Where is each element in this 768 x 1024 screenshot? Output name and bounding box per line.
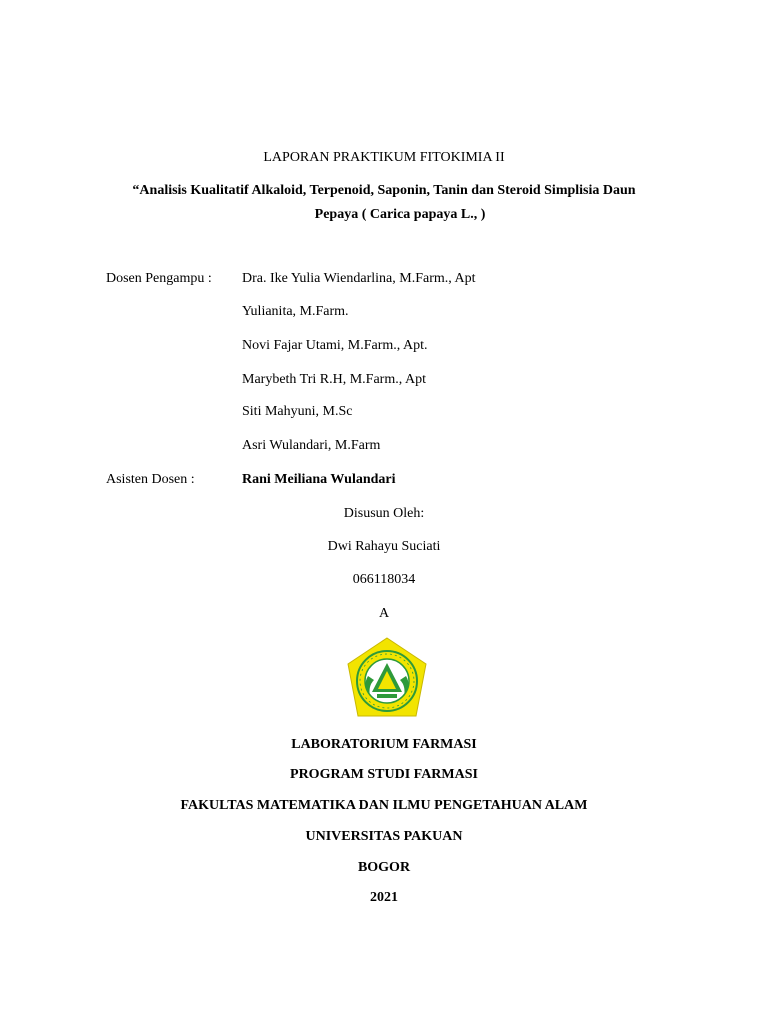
author-class: A <box>378 606 390 621</box>
lecturer-name: Yulianita, M.Farm. <box>242 304 349 319</box>
lecturer-name: Asri Wulandari, M.Farm <box>242 438 381 453</box>
assistant-label: Asisten Dosen : <box>106 472 195 487</box>
report-subtitle-line-2: Pepaya ( Carica papaya L., ) <box>314 207 486 222</box>
author-name: Dwi Rahayu Suciati <box>327 539 441 554</box>
program-name: PROGRAM STUDI FARMASI <box>290 767 478 782</box>
report-year: 2021 <box>370 890 398 905</box>
report-subtitle-line-1: “Analisis Kualitatif Alkaloid, Terpenoid, Saponin, Tanin dan Steroid Simplisia Daun <box>132 183 636 198</box>
university-name: UNIVERSITAS PAKUAN <box>305 829 463 844</box>
lab-name: LABORATORIUM FARMASI <box>291 737 477 752</box>
author-label: Disusun Oleh: <box>343 506 425 521</box>
city-name: BOGOR <box>357 860 411 875</box>
author-npm: 066118034 <box>352 572 416 587</box>
report-title: LAPORAN PRAKTIKUM FITOKIMIA II <box>263 150 505 165</box>
lecturer-name: Marybeth Tri R.H, M.Farm., Apt <box>242 372 426 387</box>
university-seal-icon <box>344 636 430 720</box>
faculty-name: FAKULTAS MATEMATIKA DAN ILMU PENGETAHUAN ALAM <box>180 798 588 813</box>
lecturers-label: Dosen Pengampu : <box>106 271 212 286</box>
assistant-name: Rani Meiliana Wulandari <box>242 472 396 487</box>
lecturer-name: Dra. Ike Yulia Wiendarlina, M.Farm., Apt <box>242 271 476 286</box>
lecturer-name: Novi Fajar Utami, M.Farm., Apt. <box>242 338 428 353</box>
lecturer-name: Siti Mahyuni, M.Sc <box>242 404 353 419</box>
